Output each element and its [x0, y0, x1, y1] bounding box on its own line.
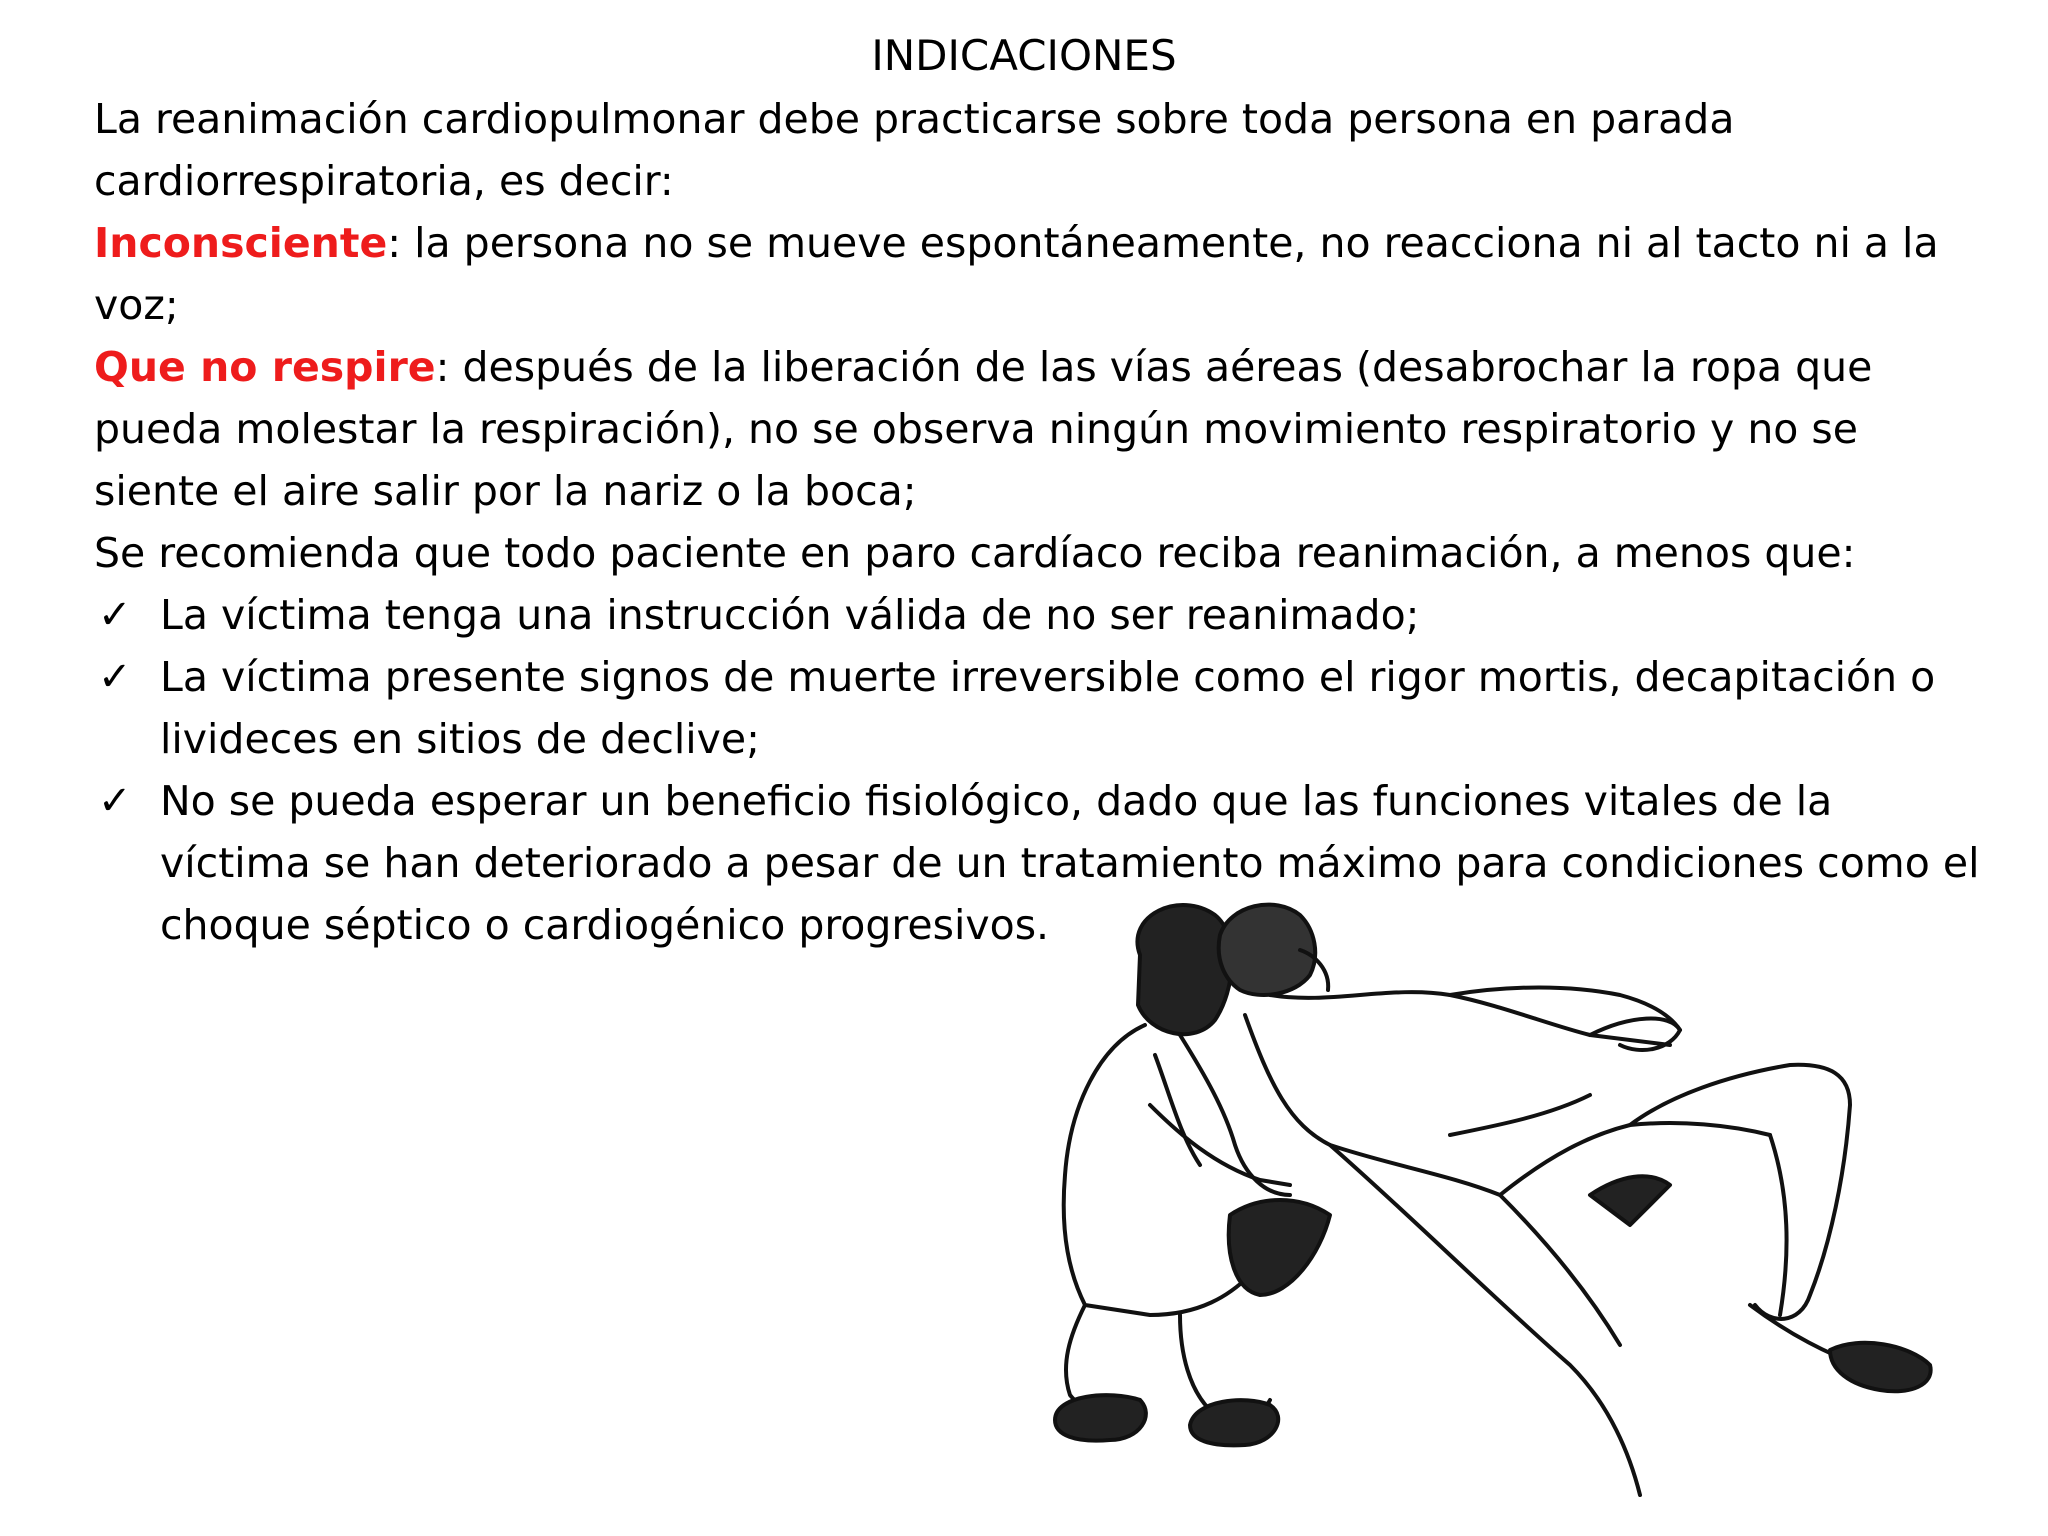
list-item: [94, 646, 1994, 770]
exception-text: La víctima tenga una instrucción válida de no ser reanimado;: [160, 591, 1420, 639]
criterion-term: Que no respire: [94, 343, 436, 391]
slide-body: [94, 88, 1994, 956]
list-item: [94, 584, 1994, 646]
rescuer-body: [1064, 1025, 1250, 1315]
criterion-term: Inconsciente: [94, 219, 388, 267]
exception-text: No se pueda esperar un beneficio fisiológico, dado que las funciones vitales de la víctima se han deteriorado a pesar de un tratamiento máximo para condiciones como el choque séptico o cardiogénico progresivos.: [160, 777, 1980, 949]
criterion-text: : después de la liberación de las vías aéreas (desabrochar la ropa que pueda molestar la respiración), no se observa ningún movimiento respiratorio y no se siente el aire salir por la nariz o la boca;: [94, 343, 1873, 515]
criterion-text: : la persona no se mueve espontáneamente, no reacciona ni al tacto ni a la voz;: [94, 219, 1939, 329]
criterion-unconscious: [94, 212, 1994, 336]
rescuer-head: [1137, 905, 1231, 1034]
rescuer-shoe-left: [1055, 1395, 1146, 1440]
victim-shoe: [1830, 1343, 1931, 1391]
victim-torso: [1270, 992, 1670, 1045]
cpr-illustration: [1030, 895, 1980, 1520]
exception-text: La víctima presente signos de muerte irreversible como el rigor mortis, decapitación o livideces en sitios de declive;: [160, 653, 1936, 763]
checkmark-icon: ✓: [98, 592, 132, 638]
intro-text: La reanimación cardiopulmonar debe practicarse sobre toda persona en parada cardiorrespiratoria, es decir:: [94, 95, 1735, 205]
checkmark-icon: ✓: [98, 778, 132, 824]
recommendation-text: Se recomienda que todo paciente en paro cardíaco reciba reanimación, a menos que:: [94, 529, 1856, 577]
checkmark-icon: ✓: [98, 654, 132, 700]
criterion-not-breathing: [94, 336, 1994, 522]
rescuer-shoe-right: [1190, 1400, 1278, 1445]
slide-title: INDICACIONES: [871, 31, 1177, 80]
